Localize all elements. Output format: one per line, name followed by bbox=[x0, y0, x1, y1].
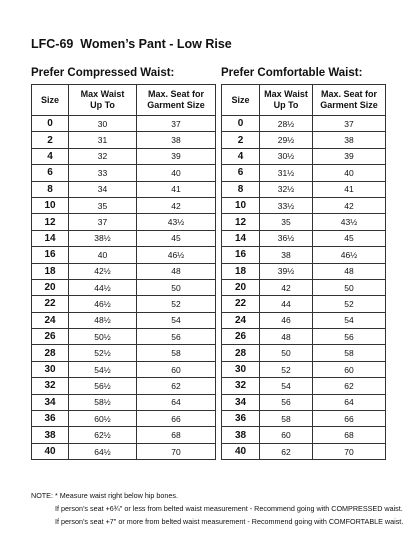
size-cell: 38 bbox=[32, 427, 69, 443]
comfortable-waist-table bbox=[221, 84, 386, 460]
table-row bbox=[222, 247, 386, 263]
max-waist-cell: 37 bbox=[69, 214, 137, 230]
max-waist-cell: 33½ bbox=[260, 197, 313, 213]
table-row bbox=[32, 296, 216, 312]
max-seat-cell: 60 bbox=[313, 361, 386, 377]
size-cell: 34 bbox=[222, 394, 260, 410]
max-seat-cell: 60 bbox=[137, 361, 216, 377]
max-waist-cell: 35 bbox=[260, 214, 313, 230]
table-row bbox=[222, 312, 386, 328]
table-row bbox=[222, 443, 386, 459]
size-cell: 40 bbox=[222, 443, 260, 459]
table-row bbox=[222, 345, 386, 361]
max-seat-cell: 50 bbox=[313, 279, 386, 295]
table-header-row bbox=[32, 85, 216, 116]
max-seat-cell: 64 bbox=[137, 394, 216, 410]
table-row bbox=[32, 263, 216, 279]
size-cell: 32 bbox=[32, 378, 69, 394]
max-waist-cell: 33 bbox=[69, 165, 137, 181]
table-row bbox=[32, 165, 216, 181]
size-cell: 10 bbox=[222, 197, 260, 213]
max-waist-cell: 44 bbox=[260, 296, 313, 312]
max-seat-cell: 38 bbox=[313, 132, 386, 148]
size-cell: 10 bbox=[32, 197, 69, 213]
max-waist-column-header bbox=[260, 85, 313, 116]
max-seat-cell: 42 bbox=[137, 197, 216, 213]
table-row bbox=[222, 394, 386, 410]
max-waist-cell: 52 bbox=[260, 361, 313, 377]
table-row bbox=[32, 148, 216, 164]
max-seat-cell: 56 bbox=[137, 329, 216, 345]
table-row bbox=[222, 378, 386, 394]
table-row bbox=[222, 116, 386, 132]
table-row bbox=[222, 279, 386, 295]
size-cell: 8 bbox=[222, 181, 260, 197]
max-waist-cell: 46½ bbox=[69, 296, 137, 312]
table-header-row bbox=[222, 85, 386, 116]
max-seat-cell: 39 bbox=[313, 148, 386, 164]
max-seat-cell: 43½ bbox=[313, 214, 386, 230]
size-cell: 30 bbox=[32, 361, 69, 377]
max-waist-cell: 52½ bbox=[69, 345, 137, 361]
max-waist-cell: 35 bbox=[69, 197, 137, 213]
max-waist-cell: 32 bbox=[69, 148, 137, 164]
max-seat-cell: 66 bbox=[137, 411, 216, 427]
max-waist-cell: 36½ bbox=[260, 230, 313, 246]
note-compressed-recommendation: If person’s seat +6¾" or less from belted waist measurement - Recommend going with COMPRESSED waist. bbox=[55, 504, 403, 513]
max-waist-cell: 56 bbox=[260, 394, 313, 410]
max-seat-column-header bbox=[137, 85, 216, 116]
max-seat-cell: 62 bbox=[313, 378, 386, 394]
max-seat-cell: 58 bbox=[137, 345, 216, 361]
max-waist-cell: 58 bbox=[260, 411, 313, 427]
table-row bbox=[32, 247, 216, 263]
size-cell: 28 bbox=[222, 345, 260, 361]
max-seat-cell: 37 bbox=[313, 116, 386, 132]
max-seat-cell: 54 bbox=[313, 312, 386, 328]
max-waist-cell: 60½ bbox=[69, 411, 137, 427]
size-cell: 40 bbox=[32, 443, 69, 459]
compressed-waist-heading: Prefer Compressed Waist: bbox=[31, 67, 175, 79]
max-seat-cell: 52 bbox=[137, 296, 216, 312]
size-cell: 2 bbox=[222, 132, 260, 148]
table-row bbox=[32, 181, 216, 197]
max-seat-cell: 54 bbox=[137, 312, 216, 328]
max-seat-cell: 68 bbox=[313, 427, 386, 443]
size-cell: 0 bbox=[32, 116, 69, 132]
max-seat-cell: 48 bbox=[137, 263, 216, 279]
max-seat-cell: 46½ bbox=[137, 247, 216, 263]
max-waist-cell: 50 bbox=[260, 345, 313, 361]
table-row bbox=[222, 165, 386, 181]
max-waist-cell: 32½ bbox=[260, 181, 313, 197]
max-waist-cell: 46 bbox=[260, 312, 313, 328]
max-seat-column-header bbox=[313, 85, 386, 116]
table-row bbox=[32, 132, 216, 148]
max-waist-cell: 58½ bbox=[69, 394, 137, 410]
compressed-waist-table bbox=[31, 84, 216, 460]
max-seat-header-text: Max. Seat for Garment Size bbox=[320, 89, 378, 110]
max-waist-cell: 48½ bbox=[69, 312, 137, 328]
max-waist-cell: 56½ bbox=[69, 378, 137, 394]
comfortable-waist-heading: Prefer Comfortable Waist: bbox=[221, 67, 363, 79]
max-waist-cell: 39½ bbox=[260, 263, 313, 279]
max-seat-cell: 68 bbox=[137, 427, 216, 443]
table-row bbox=[222, 181, 386, 197]
table-row bbox=[32, 116, 216, 132]
size-cell: 16 bbox=[32, 247, 69, 263]
size-cell: 14 bbox=[222, 230, 260, 246]
max-waist-cell: 54½ bbox=[69, 361, 137, 377]
max-seat-cell: 50 bbox=[137, 279, 216, 295]
table-row bbox=[222, 427, 386, 443]
max-waist-cell: 42½ bbox=[69, 263, 137, 279]
max-seat-cell: 41 bbox=[313, 181, 386, 197]
max-seat-cell: 45 bbox=[137, 230, 216, 246]
table-row bbox=[222, 230, 386, 246]
size-column-header: Size bbox=[32, 85, 69, 116]
max-seat-cell: 43½ bbox=[137, 214, 216, 230]
max-waist-cell: 54 bbox=[260, 378, 313, 394]
max-waist-cell: 62 bbox=[260, 443, 313, 459]
table-row bbox=[222, 132, 386, 148]
max-waist-cell: 48 bbox=[260, 329, 313, 345]
table-row bbox=[32, 230, 216, 246]
notes bbox=[31, 489, 411, 528]
table-row bbox=[32, 197, 216, 213]
table-row bbox=[32, 361, 216, 377]
size-cell: 32 bbox=[222, 378, 260, 394]
note-measure-waist: NOTE: * Measure waist right below hip bones. bbox=[31, 491, 179, 500]
max-waist-cell: 31 bbox=[69, 132, 137, 148]
size-cell: 6 bbox=[32, 165, 69, 181]
max-seat-cell: 41 bbox=[137, 181, 216, 197]
size-cell: 36 bbox=[222, 411, 260, 427]
table-row bbox=[32, 329, 216, 345]
size-cell: 20 bbox=[32, 279, 69, 295]
table-row bbox=[222, 197, 386, 213]
table-row bbox=[32, 279, 216, 295]
table-row bbox=[222, 148, 386, 164]
size-cell: 28 bbox=[32, 345, 69, 361]
size-cell: 22 bbox=[32, 296, 69, 312]
size-cell: 36 bbox=[32, 411, 69, 427]
table-row bbox=[32, 394, 216, 410]
note-comfortable-recommendation: If person’s seat +7" or more from belted waist measurement - Recommend going with COMFORTABLE waist. bbox=[55, 517, 404, 526]
max-waist-cell: 30½ bbox=[260, 148, 313, 164]
size-cell: 34 bbox=[32, 394, 69, 410]
size-cell: 38 bbox=[222, 427, 260, 443]
max-waist-header-text: Max Waist Up To bbox=[264, 89, 308, 110]
size-cell: 18 bbox=[32, 263, 69, 279]
table-row bbox=[32, 427, 216, 443]
size-cell: 24 bbox=[222, 312, 260, 328]
max-seat-cell: 66 bbox=[313, 411, 386, 427]
size-cell: 12 bbox=[32, 214, 69, 230]
max-seat-cell: 46½ bbox=[313, 247, 386, 263]
max-waist-cell: 31½ bbox=[260, 165, 313, 181]
size-cell: 4 bbox=[32, 148, 69, 164]
table-row bbox=[32, 443, 216, 459]
max-seat-cell: 40 bbox=[313, 165, 386, 181]
table-row bbox=[32, 345, 216, 361]
max-waist-cell: 28½ bbox=[260, 116, 313, 132]
size-cell: 2 bbox=[32, 132, 69, 148]
size-cell: 18 bbox=[222, 263, 260, 279]
size-cell: 8 bbox=[32, 181, 69, 197]
table-row bbox=[32, 312, 216, 328]
max-seat-cell: 70 bbox=[313, 443, 386, 459]
max-seat-cell: 64 bbox=[313, 394, 386, 410]
size-column-header: Size bbox=[222, 85, 260, 116]
max-waist-cell: 34 bbox=[69, 181, 137, 197]
size-cell: 30 bbox=[222, 361, 260, 377]
max-seat-cell: 56 bbox=[313, 329, 386, 345]
table-row bbox=[222, 329, 386, 345]
max-seat-cell: 45 bbox=[313, 230, 386, 246]
size-cell: 4 bbox=[222, 148, 260, 164]
size-cell: 24 bbox=[32, 312, 69, 328]
max-waist-cell: 42 bbox=[260, 279, 313, 295]
max-seat-cell: 37 bbox=[137, 116, 216, 132]
max-waist-cell: 29½ bbox=[260, 132, 313, 148]
size-cell: 0 bbox=[222, 116, 260, 132]
max-seat-cell: 70 bbox=[137, 443, 216, 459]
table-row bbox=[32, 378, 216, 394]
max-seat-cell: 42 bbox=[313, 197, 386, 213]
size-cell: 26 bbox=[222, 329, 260, 345]
max-waist-cell: 38½ bbox=[69, 230, 137, 246]
max-seat-cell: 40 bbox=[137, 165, 216, 181]
max-seat-cell: 58 bbox=[313, 345, 386, 361]
page-title: LFC-69 Women’s Pant - Low Rise bbox=[31, 37, 232, 51]
max-waist-cell: 62½ bbox=[69, 427, 137, 443]
max-waist-cell: 50½ bbox=[69, 329, 137, 345]
max-waist-cell: 38 bbox=[260, 247, 313, 263]
max-seat-cell: 39 bbox=[137, 148, 216, 164]
max-seat-cell: 62 bbox=[137, 378, 216, 394]
max-seat-header-text: Max. Seat for Garment Size bbox=[147, 89, 205, 110]
max-waist-cell: 44½ bbox=[69, 279, 137, 295]
table-row bbox=[222, 263, 386, 279]
max-seat-cell: 38 bbox=[137, 132, 216, 148]
max-waist-cell: 60 bbox=[260, 427, 313, 443]
size-cell: 16 bbox=[222, 247, 260, 263]
max-waist-header-text: Max Waist Up To bbox=[80, 89, 125, 110]
size-cell: 14 bbox=[32, 230, 69, 246]
table-row bbox=[32, 411, 216, 427]
max-seat-cell: 52 bbox=[313, 296, 386, 312]
max-waist-cell: 64½ bbox=[69, 443, 137, 459]
table-row bbox=[222, 214, 386, 230]
max-waist-column-header bbox=[69, 85, 137, 116]
max-waist-cell: 40 bbox=[69, 247, 137, 263]
size-cell: 26 bbox=[32, 329, 69, 345]
size-cell: 12 bbox=[222, 214, 260, 230]
size-cell: 22 bbox=[222, 296, 260, 312]
max-seat-cell: 48 bbox=[313, 263, 386, 279]
size-cell: 6 bbox=[222, 165, 260, 181]
table-row bbox=[222, 411, 386, 427]
table-row bbox=[222, 361, 386, 377]
table-row bbox=[222, 296, 386, 312]
size-cell: 20 bbox=[222, 279, 260, 295]
max-waist-cell: 30 bbox=[69, 116, 137, 132]
table-row bbox=[32, 214, 216, 230]
